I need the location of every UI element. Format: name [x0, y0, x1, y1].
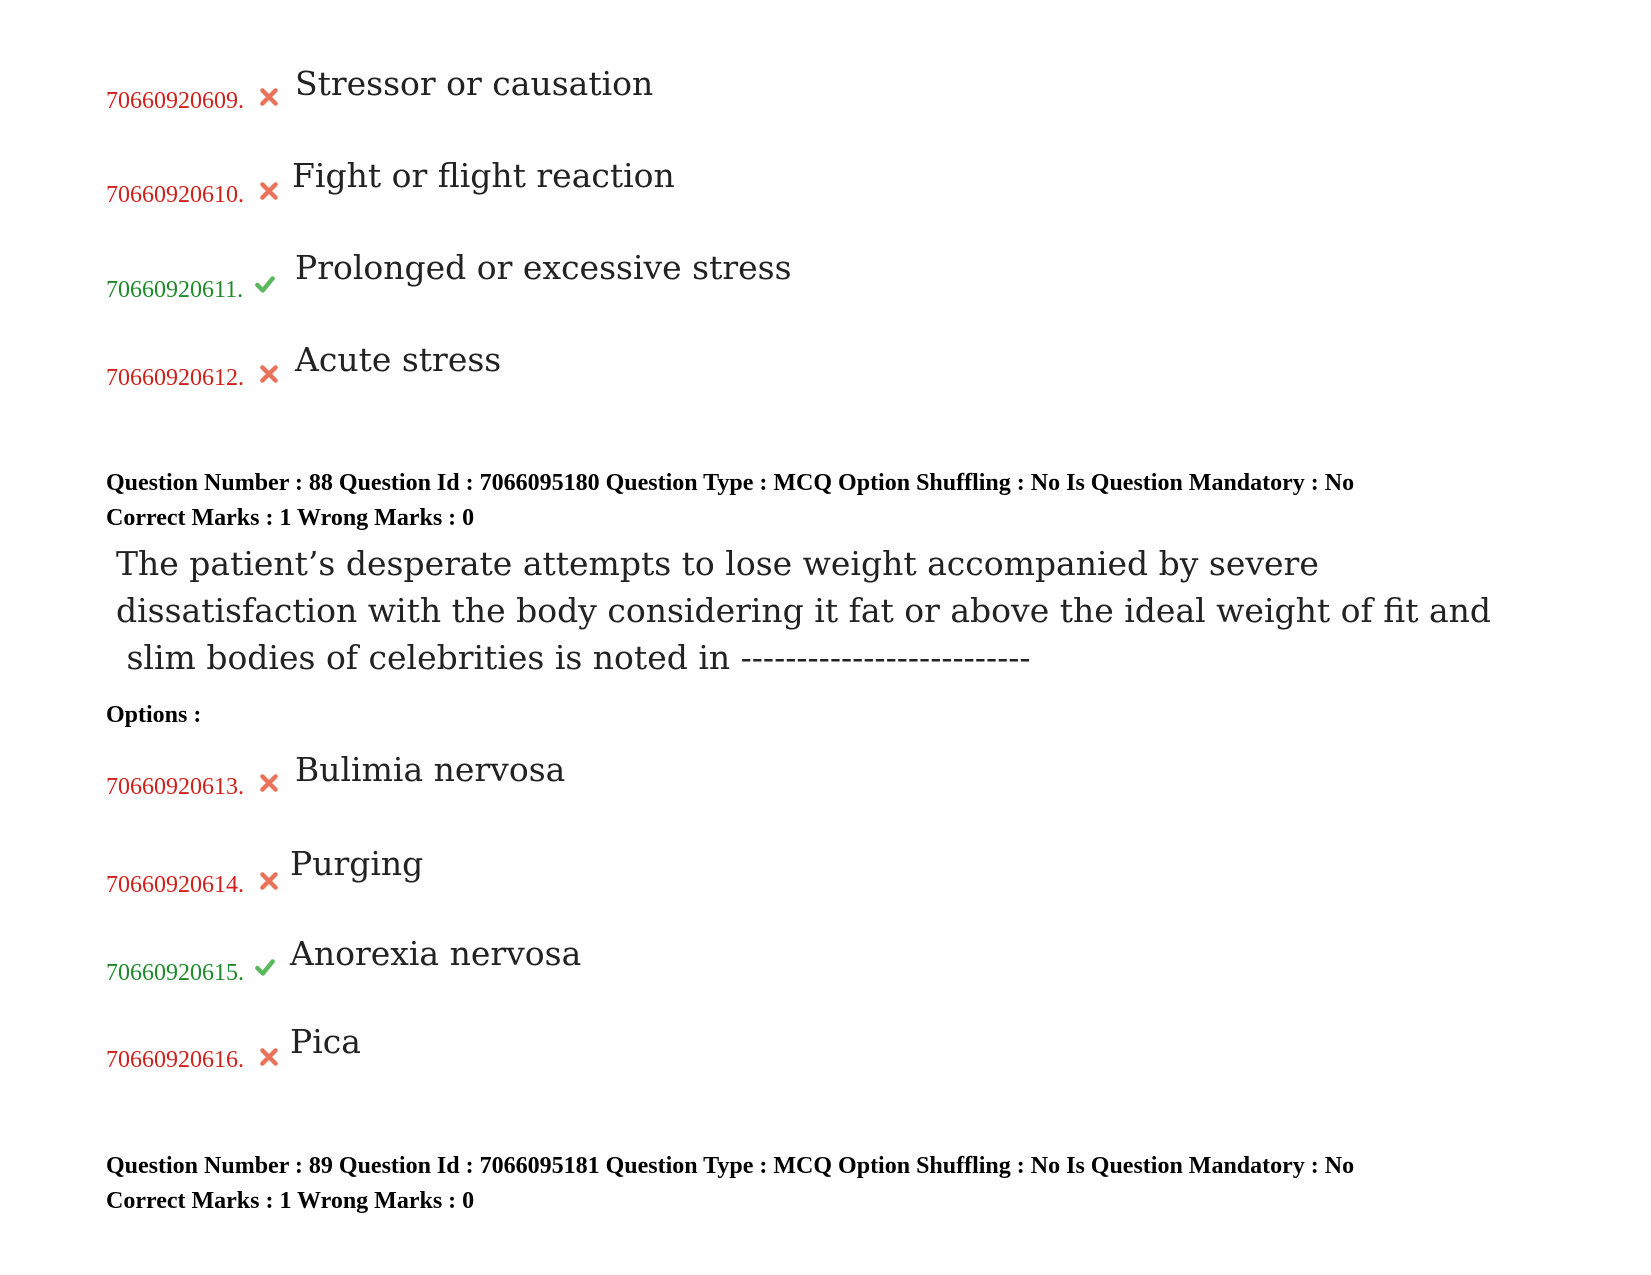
option-text: Fight or flight reaction: [292, 156, 675, 195]
option-text: Stressor or causation: [295, 64, 654, 103]
options-label: Options :: [106, 702, 202, 728]
cross-icon: [258, 870, 280, 892]
question-text-line: The patient’s desperate attempts to lose weight accompanied by severe: [116, 544, 1319, 583]
option-id: 70660920610.: [106, 182, 244, 208]
question-meta: Question Number : 88 Question Id : 7066095180 Question Type : MCQ Option Shuffling : No Is Question Mandatory : No: [106, 470, 1355, 496]
option-text: Anorexia nervosa: [290, 934, 582, 973]
option-text: Purging: [290, 844, 424, 883]
option-id: 70660920611.: [106, 277, 244, 303]
option-text: Prolonged or excessive stress: [295, 248, 792, 287]
option-id: 70660920612.: [106, 365, 244, 391]
question-text-line: slim bodies of celebrities is noted in --------------------------: [116, 638, 1031, 677]
cross-icon: [258, 180, 280, 202]
question-text-line: dissatisfaction with the body considering it fat or above the ideal weight of fit and: [116, 591, 1492, 630]
cross-icon: [258, 86, 280, 108]
check-icon: [254, 957, 276, 979]
option-id: 70660920613.: [106, 774, 244, 800]
option-text: Bulimia nervosa: [295, 750, 566, 789]
option-text: Acute stress: [295, 340, 502, 379]
check-icon: [254, 274, 276, 296]
option-id: 70660920614.: [106, 872, 244, 898]
cross-icon: [258, 1046, 280, 1068]
cross-icon: [258, 772, 280, 794]
question-meta: Question Number : 89 Question Id : 7066095181 Question Type : MCQ Option Shuffling : No Is Question Mandatory : No: [106, 1153, 1355, 1179]
option-id: 70660920609.: [106, 88, 244, 114]
option-text: Pica: [290, 1022, 361, 1061]
question-text: [116, 540, 1491, 681]
option-id: 70660920616.: [106, 1047, 244, 1073]
question-marks: Correct Marks : 1 Wrong Marks : 0: [106, 505, 475, 531]
question-marks: Correct Marks : 1 Wrong Marks : 0: [106, 1188, 475, 1214]
option-id: 70660920615.: [106, 960, 244, 986]
cross-icon: [258, 363, 280, 385]
